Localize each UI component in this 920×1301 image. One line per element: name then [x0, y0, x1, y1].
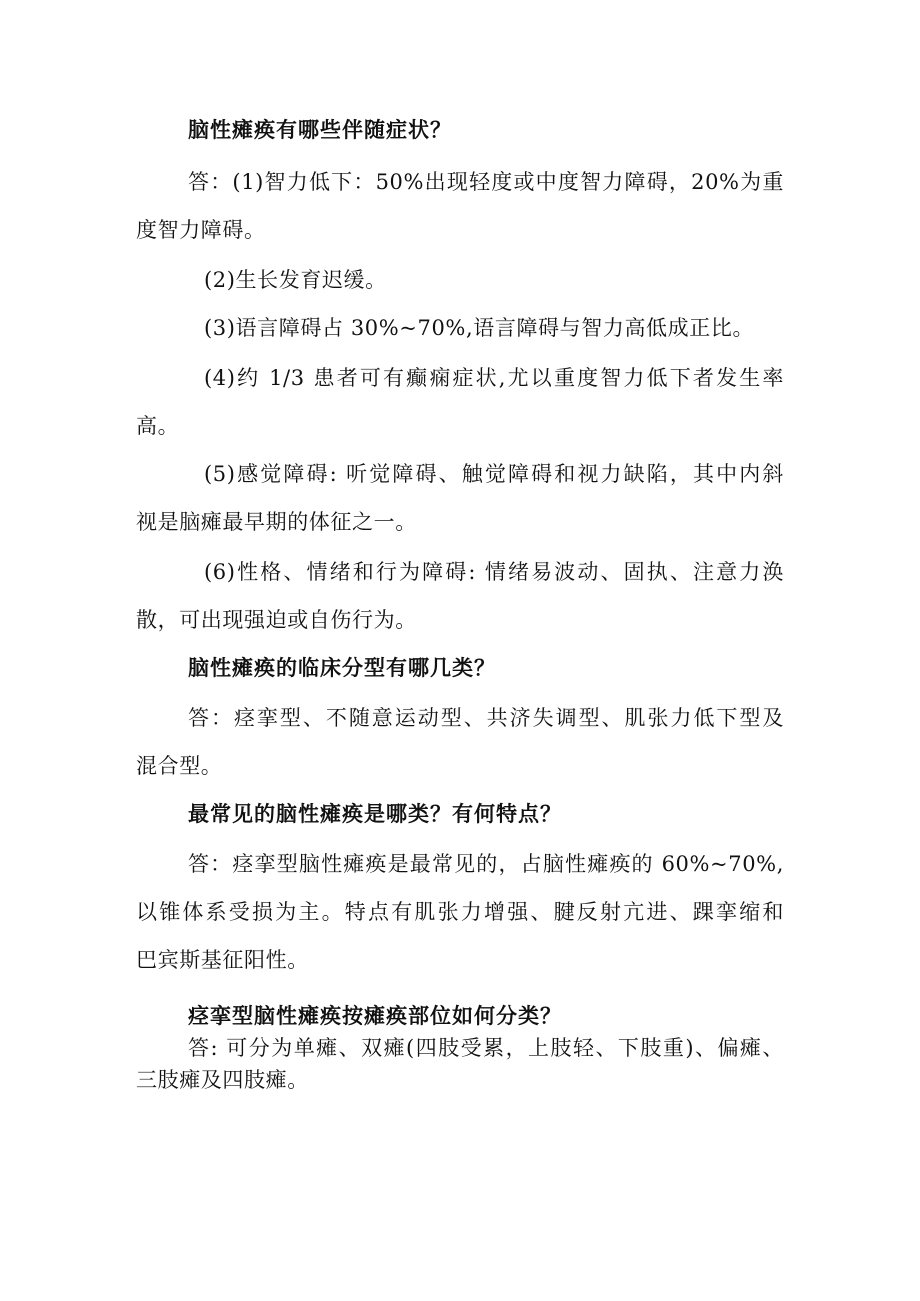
section-1-answer-line: 高。	[136, 414, 180, 438]
section-1-answer-line: (4)约 1/3 患者可有癫痫症状,尤以重度智力低下者发生率	[204, 366, 784, 390]
section-1-answer-line: (3)语言障碍占 30%~70%,语言障碍与智力高低成正比。	[204, 316, 755, 340]
section-3-answer-line: 巴宾斯基征阳性。	[136, 948, 309, 972]
section-3-answer-line: 答：痉挛型脑性瘫痪是最常见的，占脑性瘫痪的 60%~70%,	[188, 852, 784, 876]
section-2-question: 脑性瘫痪的临床分型有哪几类？	[188, 656, 496, 680]
section-1-answer-line: 视是脑瘫最早期的体征之一。	[136, 510, 417, 534]
section-2-answer-line: 混合型。	[136, 754, 223, 778]
section-4-question: 痉挛型脑性瘫痪按瘫痪部位如何分类？	[188, 1004, 562, 1028]
section-2-answer-line: 答：痉挛型、不随意运动型、共济失调型、肌张力低下型及	[188, 706, 784, 730]
section-3-answer-line: 以锥体系受损为主。特点有肌张力增强、腱反射亢进、踝挛缩和	[136, 900, 784, 924]
section-4-answer-line: 答: 可分为单瘫、双瘫(四肢受累，上肢轻、下肢重)、偏瘫、	[188, 1036, 784, 1060]
section-1-answer-line: 度智力障碍。	[136, 218, 266, 242]
section-1-answer-line: (6)性格、情绪和行为障碍: 情绪易波动、固执、注意力涣	[204, 560, 784, 584]
section-1-answer-line: 散，可出现强迫或自伤行为。	[136, 608, 417, 632]
section-4-answer-line: 三肢瘫及四肢瘫。	[136, 1068, 309, 1092]
section-1-answer-line: (2)生长发育迟缓。	[204, 268, 387, 292]
section-1-answer-line: (5)感觉障碍: 听觉障碍、触觉障碍和视力缺陷，其中内斜	[204, 462, 784, 486]
section-3-question: 最常见的脑性瘫痪是哪类？有何特点？	[188, 802, 562, 826]
section-1-question: 脑性瘫痪有哪些伴随症状？	[188, 118, 452, 142]
section-1-answer-line: 答：(1)智力低下：50%出现轻度或中度智力障碍，20%为重	[188, 170, 784, 194]
